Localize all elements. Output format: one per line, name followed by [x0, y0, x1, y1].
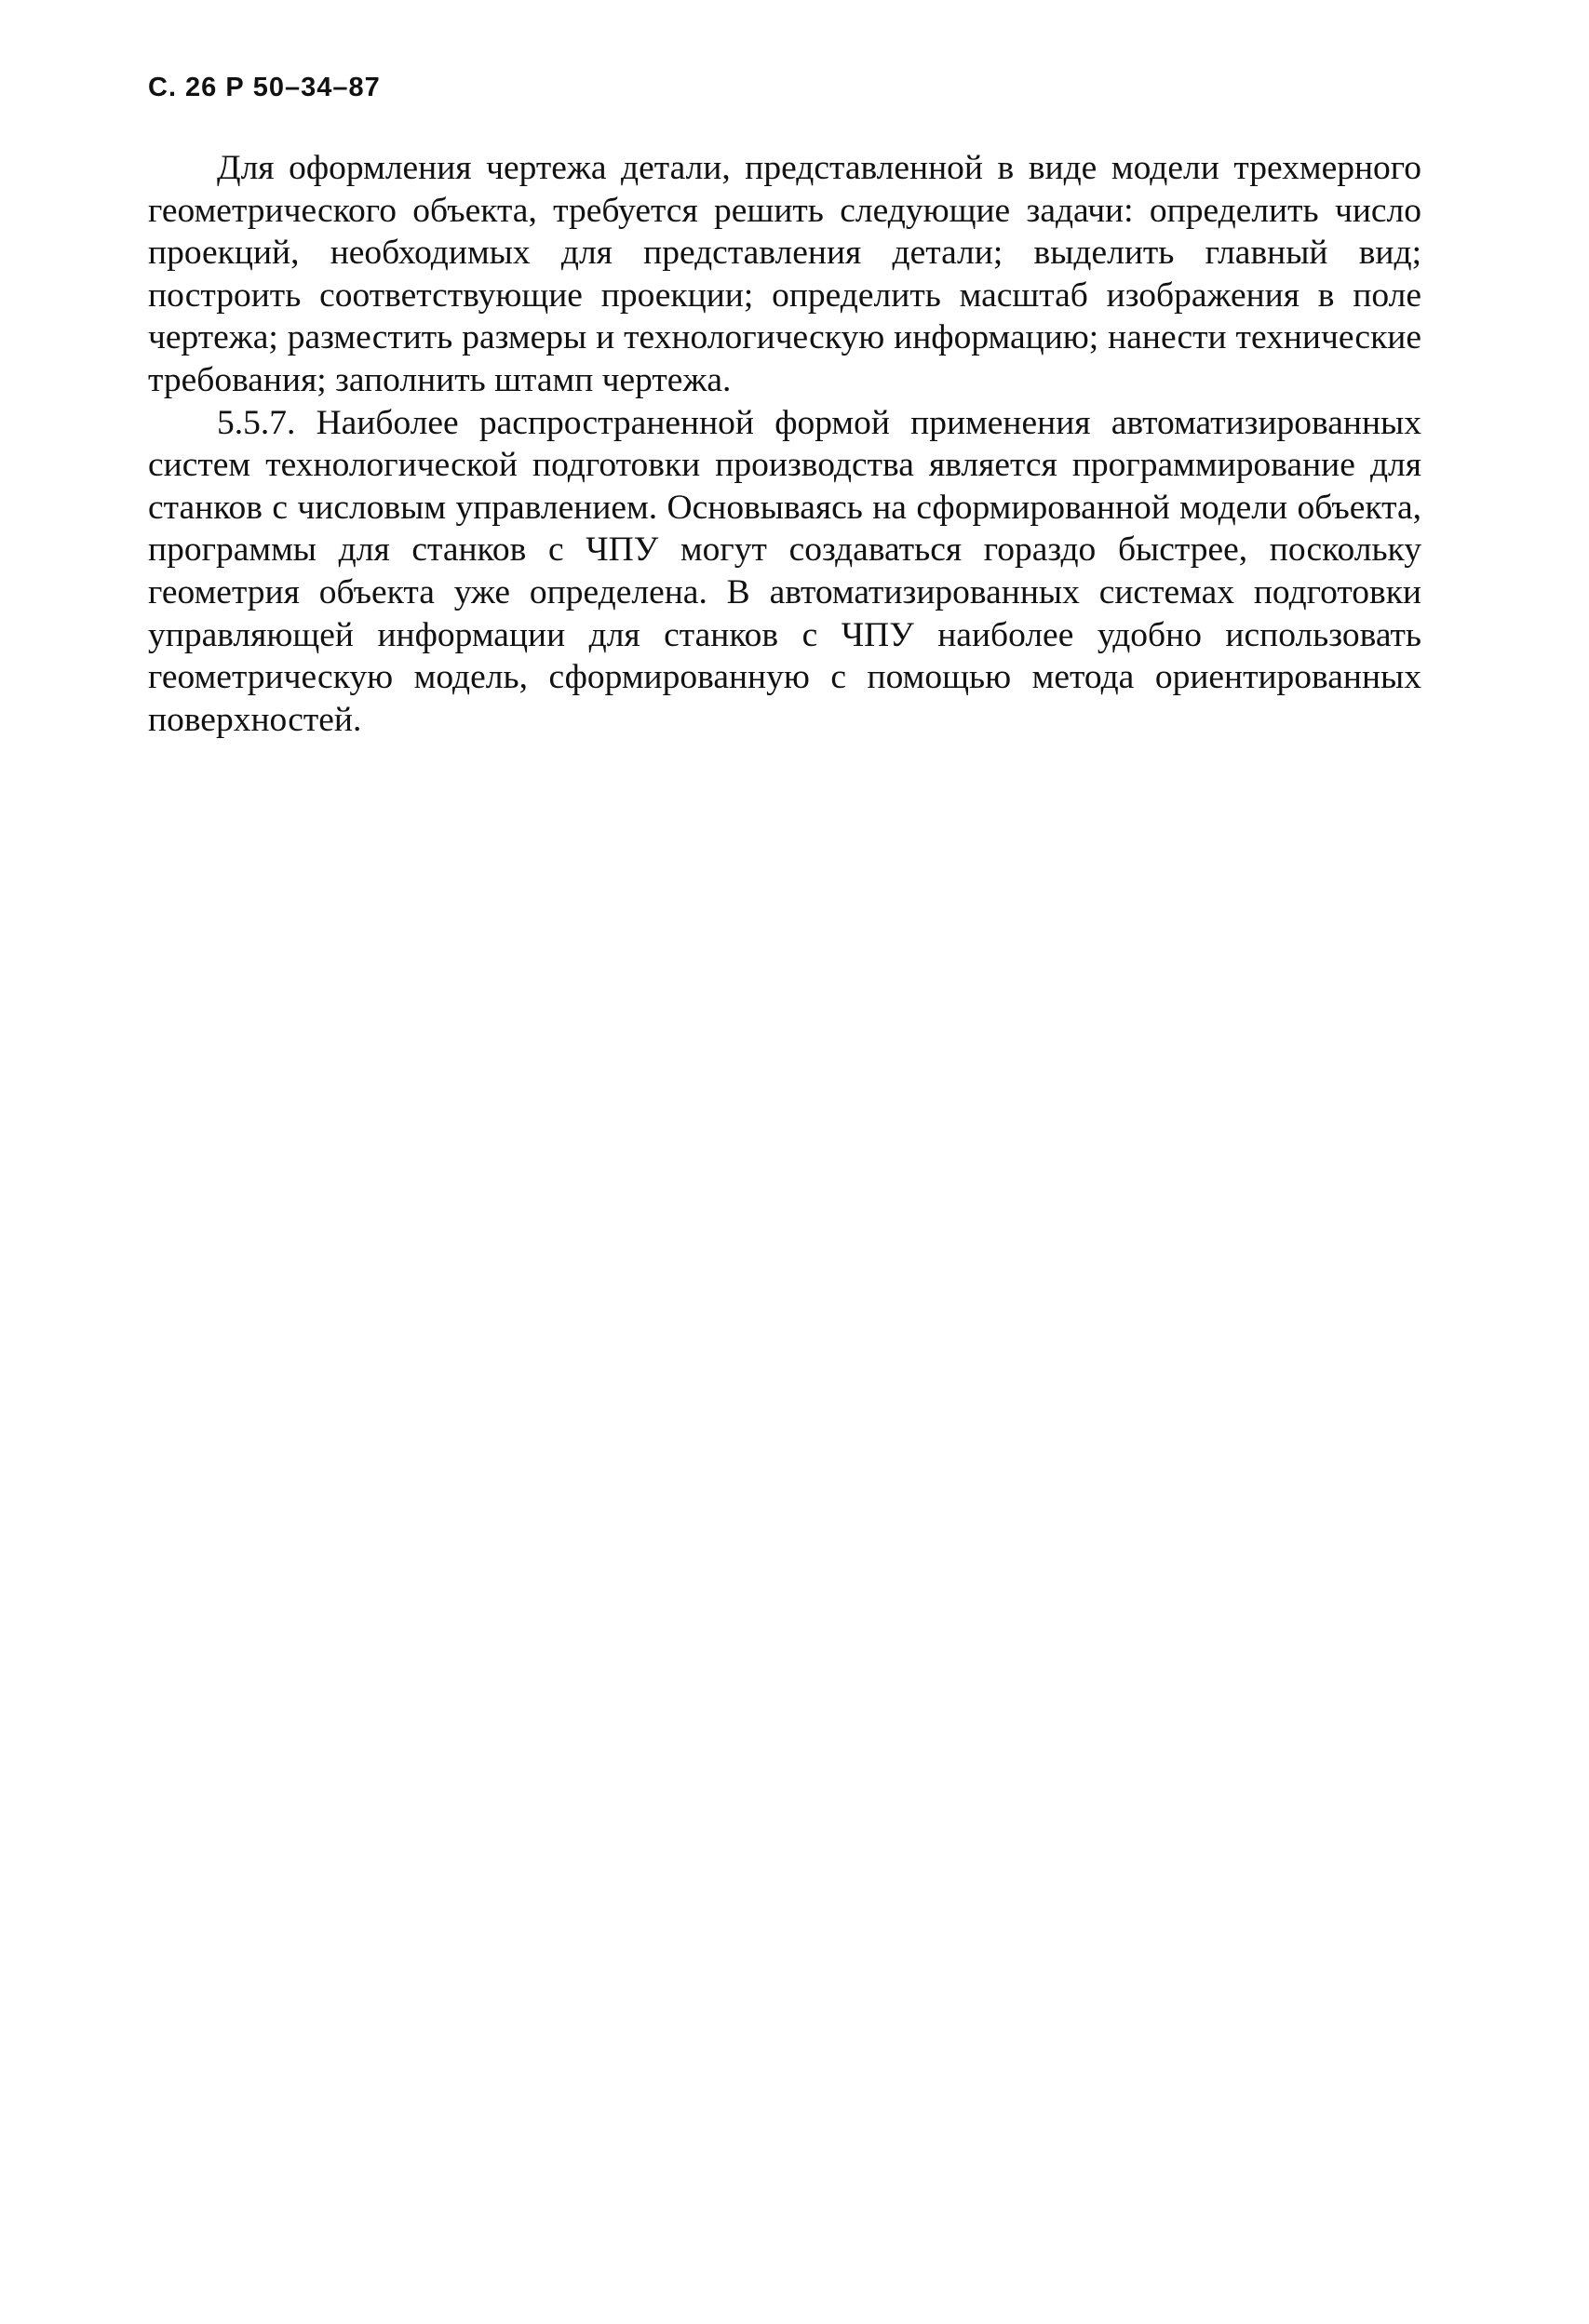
document-body: [148, 147, 1421, 741]
paragraph-drawing-tasks: Для оформления чертежа детали, представленной в виде модели трехмерного геометрического объекта, требуется решить следующие задачи: определить число проекций, необходимых для представления детали; выделить главный вид; построить соответствующие проекции; определить масштаб изображения в поле чертежа; разместить размеры и технологическую информацию; нанести технические требования; заполнить штамп чертежа.: [148, 149, 1421, 399]
page-header: С. 26 Р 50–34–87: [148, 73, 381, 102]
paragraph-5-5-7: 5.5.7. Наиболее распространенной формой применения автоматизированных систем технологической подготовки производства является программирование для станков с числовым управлением. Основываясь на сформированной модели объекта, программы для станков с ЧПУ могут создаваться гораздо быстрее, поскольку геометрия объекта уже определена. В автоматизированных системах подготовки управляющей информации для станков с ЧПУ наиболее удобно использовать геометрическую модель, сформированную с помощью метода ориентированных поверхностей.: [148, 403, 1421, 739]
